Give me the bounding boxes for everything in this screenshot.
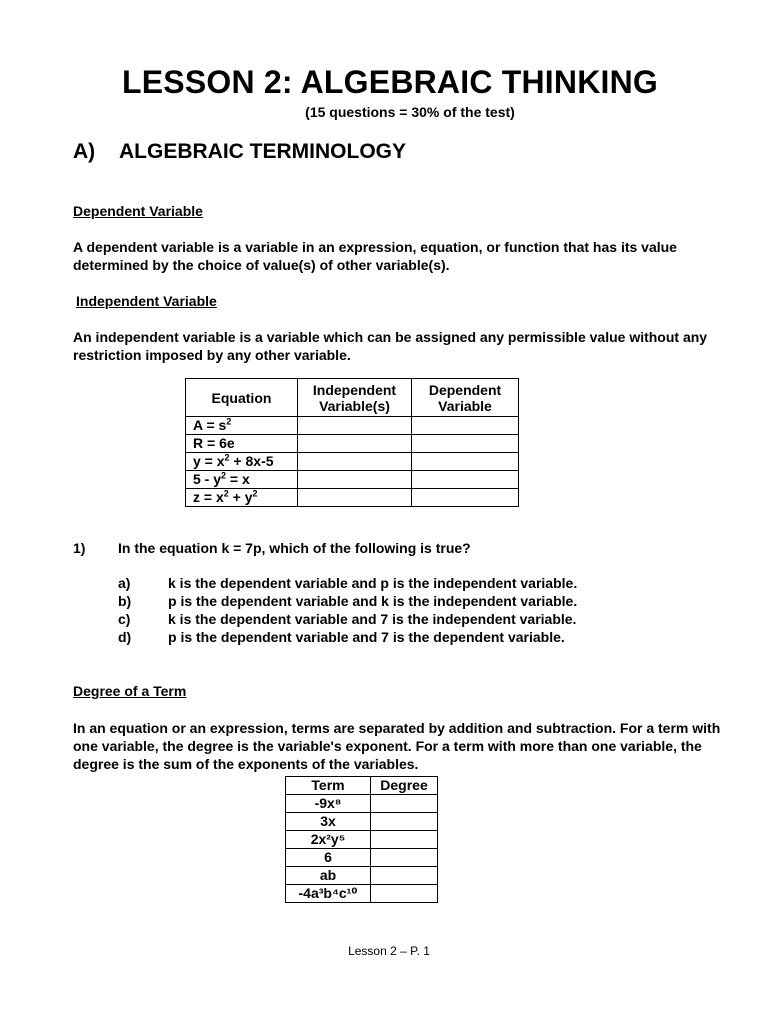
dependent-cell [412, 471, 519, 489]
equation-cell: R = 6e [186, 435, 298, 453]
term-cell: -9x⁸ [286, 795, 371, 813]
degree-cell [371, 885, 438, 903]
degree-cell [371, 831, 438, 849]
table-row [286, 813, 438, 831]
question-text: In the equation k = 7p, which of the following is true? [118, 540, 471, 556]
variables-table [185, 378, 519, 507]
degree-of-term-definition: In an equation or an expression, terms are separated by addition and subtraction. For a term with one variable, the degree is the variable's exponent. For a term with more than one variable, the degree is the sum of the exponents of the variables. [73, 720, 721, 772]
answer-option-c: c) k is the dependent variable and 7 is the independent variable. [118, 611, 577, 627]
column-header-term: Term [286, 777, 371, 795]
table-header-row [186, 379, 519, 417]
question-1 [73, 540, 471, 556]
term-cell: 3x [286, 813, 371, 831]
column-header-dependent: Dependent Variable [412, 379, 519, 417]
table-row [286, 831, 438, 849]
dependent-cell [412, 417, 519, 435]
equation-cell: $5 - y^2 = x$ [186, 471, 298, 489]
equation-cell: $z = x^2 + y^2$ [186, 489, 298, 507]
table-row [186, 471, 519, 489]
column-header-independent: Independent Variable(s) [298, 379, 412, 417]
table-row [186, 453, 519, 471]
degree-of-term-heading: Degree of a Term [73, 683, 187, 699]
dependent-variable-heading: Dependent Variable [73, 203, 203, 219]
independent-cell [298, 489, 412, 507]
dependent-cell [412, 435, 519, 453]
answer-option-d: d) p is the dependent variable and 7 is the dependent variable. [118, 629, 565, 645]
independent-cell [298, 435, 412, 453]
term-cell: -4a³b⁴c¹⁰ [286, 885, 371, 903]
question-number: 1) [73, 540, 86, 556]
independent-variable-heading: Independent Variable [76, 293, 217, 309]
column-header-equation: Equation [186, 379, 298, 417]
independent-cell [298, 453, 412, 471]
answer-option-b: b) p is the dependent variable and k is the independent variable. [118, 593, 578, 609]
degree-cell [371, 795, 438, 813]
table-header-row [286, 777, 438, 795]
table-row [286, 849, 438, 867]
term-cell: 6 [286, 849, 371, 867]
dependent-cell [412, 453, 519, 471]
page-footer: Lesson 2 – P. 1 [348, 944, 430, 958]
table-row [286, 867, 438, 885]
page-subtitle: (15 questions = 30% of the test) [305, 104, 515, 120]
degree-cell [371, 849, 438, 867]
table-row [186, 417, 519, 435]
degree-cell [371, 813, 438, 831]
table-row [286, 795, 438, 813]
dependent-variable-definition: A dependent variable is a variable in an expression, equation, or function that has its value determined by the choice of value(s) of other variable(s). [73, 239, 677, 273]
column-header-degree: Degree [371, 777, 438, 795]
term-cell: ab [286, 867, 371, 885]
degree-table [285, 776, 438, 903]
table-row [186, 489, 519, 507]
table-row [186, 435, 519, 453]
equation-cell: $A = s^2$ [186, 417, 298, 435]
answer-option-a: a) k is the dependent variable and p is the independent variable. [118, 575, 578, 591]
page-title: LESSON 2: ALGEBRAIC THINKING [122, 64, 658, 100]
section-title: ALGEBRAIC TERMINOLOGY [119, 140, 406, 163]
independent-variable-definition: An independent variable is a variable which can be assigned any permissible value without any restriction imposed by any other variable. [73, 329, 708, 363]
section-heading [73, 140, 406, 164]
dependent-cell [412, 489, 519, 507]
independent-cell [298, 417, 412, 435]
table-row [286, 885, 438, 903]
independent-cell [298, 471, 412, 489]
degree-cell [371, 867, 438, 885]
term-cell: 2x²y⁵ [286, 831, 371, 849]
section-letter: A) [73, 140, 96, 163]
equation-cell: $y = x^2 + 8x-5$ [186, 453, 298, 471]
